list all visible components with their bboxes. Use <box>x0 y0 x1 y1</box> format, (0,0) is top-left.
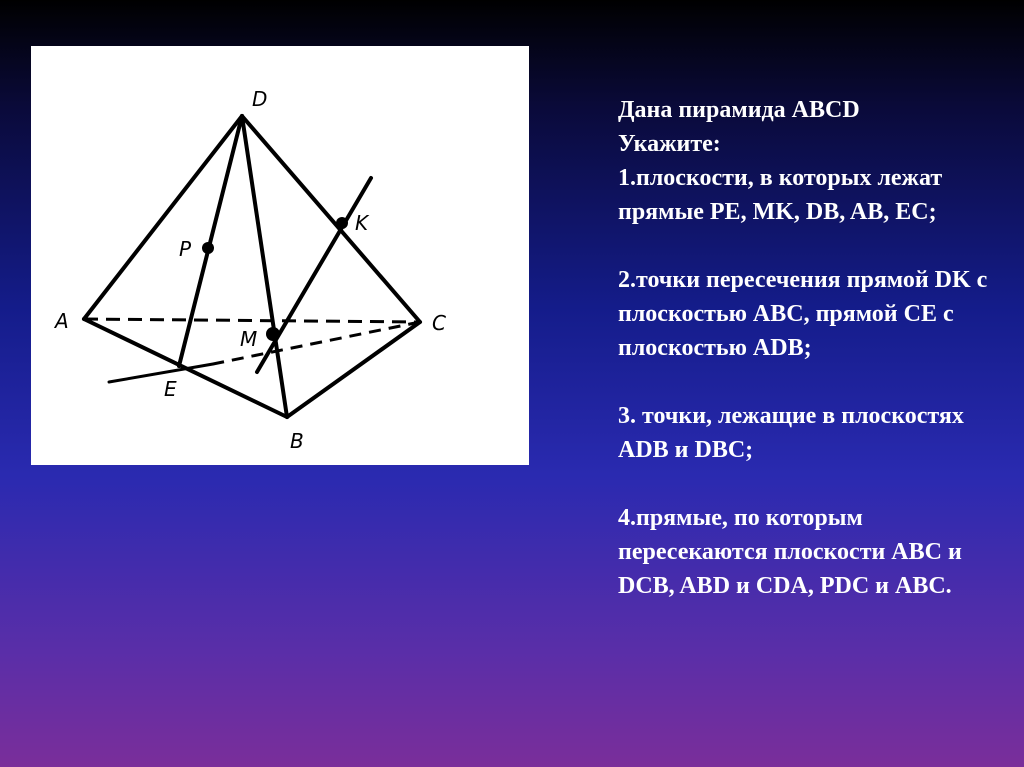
pyramid-diagram <box>31 46 529 465</box>
spacer <box>618 365 1013 399</box>
point-K <box>336 217 348 229</box>
label-E: E <box>164 377 177 401</box>
point-M <box>266 327 280 341</box>
point-P <box>202 242 214 254</box>
edge-AC-hidden <box>84 319 420 322</box>
spacer <box>618 229 1013 263</box>
label-B: B <box>290 429 304 453</box>
pyramid-figure-panel <box>31 46 529 465</box>
task-item-2: 2.точки пересечения прямой DK с плоскостью ABC, прямой CE с плоскостью ADB; <box>618 267 988 361</box>
label-C: C <box>432 311 446 335</box>
label-K: K <box>355 211 369 235</box>
task-item-3: 3. точки, лежащие в плоскостях ADB и DBC; <box>618 403 964 463</box>
label-P: P <box>179 237 192 261</box>
task-prompt: Укажите: <box>618 131 721 157</box>
task-item-1: 1.плоскости, в которых лежат прямые PE, MK, DB, AB, EC; <box>618 165 943 225</box>
spacer <box>618 467 1013 501</box>
task-text <box>618 93 1013 603</box>
label-D: D <box>252 87 268 111</box>
slide-title: Дана пирамида ABCD <box>618 97 860 123</box>
task-item-4: 4.прямые, по которым пересекаются плоскости ABC и DCB, ABD и CDA, PDC и ABC. <box>618 505 962 599</box>
label-A: A <box>55 309 69 333</box>
label-M: M <box>240 327 258 351</box>
